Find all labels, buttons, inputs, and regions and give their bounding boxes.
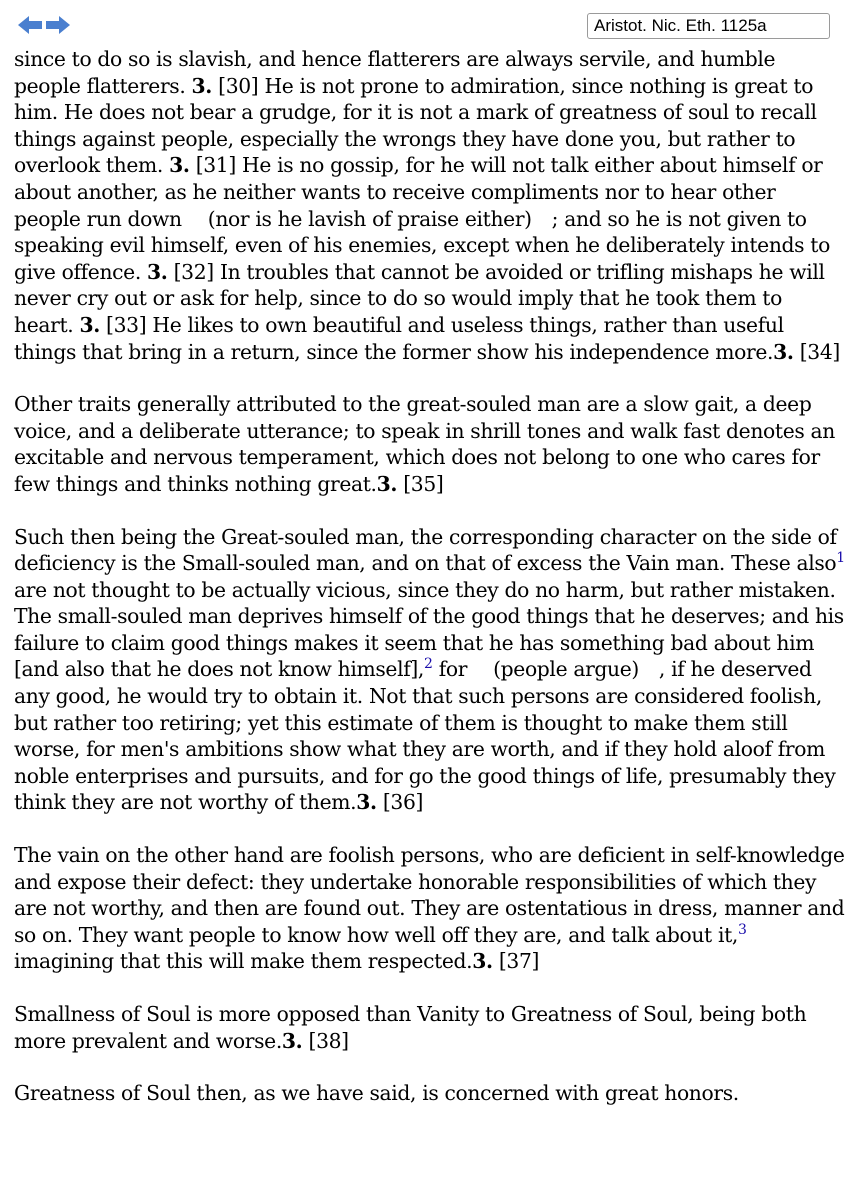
section-marker: 3.: [376, 471, 398, 496]
paragraph: [14, 842, 846, 975]
text-run: [33] He likes to own beautiful and useless things, rather than useful things that bring in a return, since the former show his independence more.: [14, 312, 784, 364]
text-run: [31] He is no gossip, for he will not talk either about himself or about another, as he neither wants to receive compliments nor to hear other people run down (nor is he lavish of praise either) ; and so he is not given to speaking evil himself, even of his enemies, except when he deliberately intends to give offence.: [14, 153, 830, 284]
paragraph: [14, 391, 846, 497]
text-run: Other traits generally attributed to the great-souled man are a slow gait, a deep voice, and a deliberate utterance; to speak in shrill tones and walk fast denotes an excitable and nervous temperament, which does not belong to one who cares for few things and thinks nothing great.: [14, 392, 835, 496]
footnote-link[interactable]: 2: [424, 656, 433, 673]
footnote-link[interactable]: 1: [836, 550, 845, 567]
section-marker: 3.: [281, 1028, 303, 1053]
section-marker: 3.: [169, 153, 190, 178]
navigation-toolbar: [0, 0, 853, 46]
footnote-link[interactable]: 3: [738, 922, 747, 939]
text-run: [36]: [376, 790, 424, 815]
back-arrow-icon[interactable]: [17, 14, 43, 36]
text-run: since to do so is slavish, and hence flatterers are always servile, and humble people flatterers.: [14, 47, 776, 98]
text-run: [37]: [492, 949, 540, 974]
text-run: imagining that this will make them respected.: [14, 949, 473, 974]
section-marker: 3.: [356, 790, 377, 815]
section-marker: 3.: [773, 339, 794, 364]
text-run: [30] He is not prone to admiration, since nothing is great to him. He does not bear a grudge, for it is not a mark of greatness of soul to recall things against people, especially the wrongs they have done you, but rather to overlook them.: [14, 73, 817, 178]
citation-location-input[interactable]: [587, 13, 830, 39]
section-marker: 3.: [191, 73, 213, 98]
text-run: are not thought to be actually vicious, since they do no harm, but rather mistaken. The small-souled man deprives himself of the good things that he deserves; and his failure to claim good things makes it seem that he has something bad about him [and also that he does not know himself],: [14, 577, 844, 682]
paragraph: [14, 1080, 846, 1107]
forward-arrow-icon[interactable]: [45, 14, 71, 36]
section-marker: 3.: [472, 949, 493, 974]
text-run: for (people argue) , if he deserved any good, he would try to obtain it. Not that such persons are considered foolish, but rather too retiring; yet this estimate of them is thought to make them still worse, for men's ambitions show what they are worth, and if they hold aloof from noble enterprises and pursuits, and for go the good things of life, presumably they think they are not worthy of them.: [14, 657, 836, 815]
paragraph: [14, 524, 846, 817]
text-content: [14, 46, 846, 1133]
text-run: [34]: [793, 339, 840, 364]
text-run: [35]: [397, 471, 444, 496]
text-run: Smallness of Soul is more opposed than Vanity to Greatness of Soul, being both more prevalent and worse.: [14, 1002, 807, 1053]
text-run: [32] In troubles that cannot be avoided or trifling mishaps he will never cry out or ask for help, since to do so would imply that he took them to heart.: [14, 259, 825, 337]
nav-arrows: [17, 14, 71, 36]
section-marker: 3.: [79, 312, 100, 337]
text-run: Such then being the Great-souled man, the corresponding character on the side of deficiency is the Small-souled man, and on that of excess the Vain man. These also: [14, 524, 837, 576]
text-run: [38]: [302, 1028, 349, 1053]
paragraph: [14, 1001, 846, 1054]
section-marker: 3.: [147, 259, 168, 284]
paragraph: [14, 46, 846, 365]
text-run: Greatness of Soul then, as we have said, is concerned with great honors.: [14, 1081, 739, 1106]
text-run: The vain on the other hand are foolish persons, who are deficient in self-knowledge and expose their defect: they undertake honorable responsibilities of which they are not worthy, and then are found out. They are ostentatious in dress, manner and so on. They want people to know how well off they are, and talk about it,: [14, 843, 845, 947]
